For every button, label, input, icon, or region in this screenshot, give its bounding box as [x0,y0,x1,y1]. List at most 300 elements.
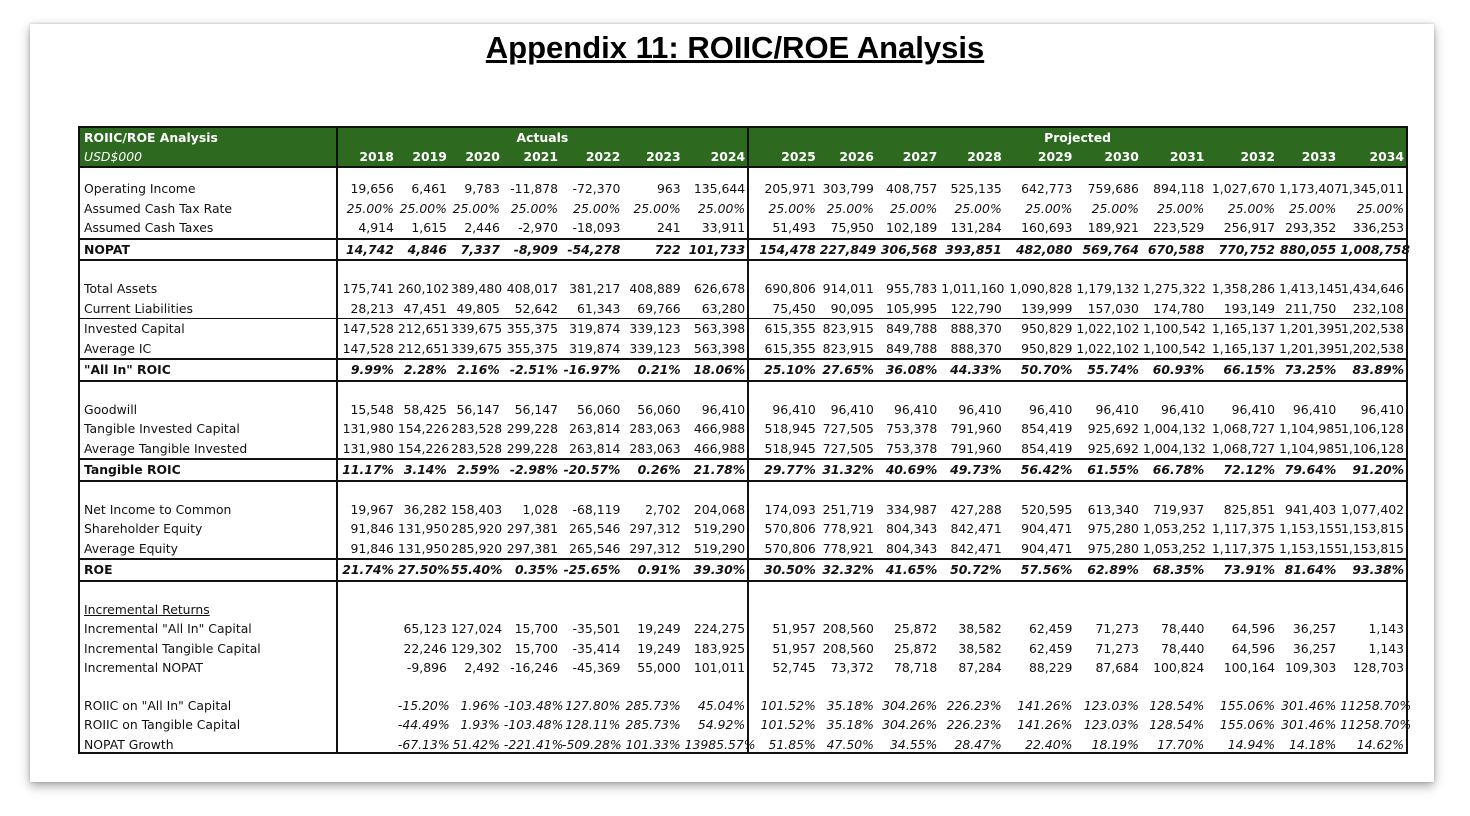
value-cell: 131,950 [397,540,450,556]
value-cell: 0.35% [502,559,560,581]
value-cell: 61,343 [560,299,622,319]
value-cell: 131,284 [950,220,1002,235]
row-label [80,600,337,620]
value-cell: 96,410 [1095,401,1139,417]
value-cell: 87,284 [958,660,1002,675]
value-cell: 518,945 [748,439,818,460]
value-cell: 975,280 [1087,540,1139,556]
value-cell: 11258.70% [1340,697,1412,713]
table-body [80,167,1412,754]
value-cell: 570,806 [748,519,818,539]
spacer-cell [876,481,939,500]
spacer-cell [683,167,748,179]
value-cell: 34.55% [890,736,938,752]
value-cell: 73.91% [1206,559,1277,581]
value-cell: 45.04% [697,697,746,713]
value-cell [1206,600,1277,620]
value-cell: 304.26% [882,717,938,732]
value-cell: 127,024 [450,621,503,636]
value-cell: 38,582 [958,640,1002,656]
spacer-row [80,167,1406,179]
value-cell: -16,246 [510,660,559,675]
value-cell: 1,358,286 [1211,281,1275,296]
value-cell: 96,410 [748,400,818,420]
spacer-cell [1074,381,1141,400]
value-cell: 563,398 [693,340,746,356]
value-cell: 174,780 [1141,299,1206,319]
value-cell: 96,410 [830,401,874,417]
value-cell: 11258.70% [1340,717,1412,732]
year-header: 2020 [449,147,502,167]
value-cell: 212,651 [397,321,450,336]
header-row-sections [80,128,1406,147]
spacer-cell [502,481,560,500]
value-cell: 791,960 [950,421,1002,436]
value-cell: 25.00% [1289,200,1337,216]
value-cell: 36.08% [876,359,939,381]
value-cell: 25.00% [573,200,621,216]
value-cell: 122,790 [939,299,1003,319]
value-cell: 1,011,160 [941,281,1005,296]
value-cell: 154,226 [397,440,450,456]
value-cell: 25.00% [826,200,874,216]
value-cell: 1,068,727 [1211,421,1275,436]
value-cell: 193,149 [1206,299,1277,319]
row-label: Shareholder Equity [80,519,337,539]
value-cell: 36,257 [1292,621,1337,636]
value-cell: 263,814 [569,440,621,456]
row-label: Incremental Tangible Capital [80,639,337,659]
value-cell: 2,702 [645,501,681,517]
table-row [80,319,1406,339]
spacer-cell [1004,678,1075,696]
value-cell: 64,596 [1231,621,1275,636]
value-cell: 0.26% [622,459,682,481]
value-cell: 141.26% [1017,697,1073,713]
year-header: 2021 [502,147,560,167]
spacer-cell [876,381,939,400]
value-cell: 613,340 [1087,501,1139,517]
value-cell: 1,179,132 [1076,281,1140,296]
value-cell: -25.65% [560,559,622,581]
value-cell: 849,788 [886,321,938,336]
spacer-cell [1004,381,1075,400]
value-cell: 285.73% [625,697,681,713]
value-cell: 21.78% [683,459,748,481]
value-cell: 6,461 [411,181,447,196]
value-cell: -44.49% [397,717,450,732]
table-row [80,218,1406,239]
value-cell: 183,925 [693,640,746,656]
row-label: Incremental "All In" Capital [80,619,337,639]
year-header: 2029 [1004,147,1075,167]
spacer-cell [748,381,818,400]
value-cell [876,600,939,620]
value-cell: 2.59% [449,459,502,481]
spacer-cell [1206,678,1277,696]
spacer-cell [1141,581,1206,600]
value-cell: 25.00% [1227,200,1275,216]
value-cell: 1,143 [1368,621,1404,636]
spacer-cell [337,167,396,179]
value-cell: 241 [656,220,681,235]
spacer-cell [622,167,682,179]
spacer-cell [1206,481,1277,500]
value-cell: 1,100,542 [1142,340,1206,356]
value-cell: 303,799 [822,181,874,196]
spacer-cell [396,581,449,600]
value-cell: 265,546 [569,540,621,556]
value-cell: 804,343 [886,521,938,536]
value-cell: 32.32% [818,559,876,581]
value-cell: 91,846 [350,521,394,536]
value-cell: 1,201,395 [1278,340,1343,356]
value-cell: 65,123 [403,621,447,636]
spacer-cell [80,581,337,600]
spacer-cell [560,481,622,500]
value-cell: 955,783 [886,281,938,296]
value-cell: 2,492 [464,660,500,675]
spacer-row [80,678,1406,696]
spacer-cell [1004,481,1075,500]
spacer-cell [1338,581,1406,600]
value-cell: 1,027,670 [1211,181,1275,196]
table-row [80,696,1406,716]
value-cell: 71,273 [1095,640,1139,656]
value-cell [818,600,876,620]
value-cell: -2.98% [502,459,560,481]
value-cell [1277,600,1338,620]
value-cell: 19,249 [637,621,681,636]
spacer-cell [1277,581,1338,600]
value-cell: -16.97% [560,359,622,381]
value-cell: 66.15% [1206,359,1277,381]
spacer-cell [396,167,449,179]
analysis-table-frame [78,126,1412,754]
value-cell: 339,675 [450,340,503,356]
spacer-cell [449,481,502,500]
row-label: Net Income to Common [80,500,337,520]
value-cell: -8,909 [502,239,560,261]
table-row [80,519,1406,539]
spacer-cell [337,481,396,500]
value-cell: 105,995 [876,299,939,319]
value-cell: -221.41% [503,736,564,752]
value-cell: 1,153,155 [1278,540,1343,556]
spacer-cell [502,167,560,179]
value-cell: 25.00% [510,200,559,216]
spacer-cell [876,260,939,279]
value-cell: 319,874 [569,321,621,336]
value-cell: 22,246 [403,640,447,656]
spacer-cell [449,167,502,179]
value-cell: 13985.57% [684,736,756,752]
row-label: Current Liabilities [80,299,337,319]
spacer-cell [1277,260,1338,279]
spacer-cell [502,581,560,600]
value-cell: 823,915 [822,340,874,356]
value-cell: 19,656 [350,181,394,196]
value-cell: 51,957 [748,619,818,639]
value-cell: 759,686 [1087,181,1139,196]
spacer-cell [396,381,449,400]
table-row [80,279,1406,299]
value-cell: 482,080 [1004,239,1075,261]
value-cell: 823,915 [822,321,874,336]
spacer-cell [876,581,939,600]
value-cell: 78,718 [893,660,938,675]
value-cell: 1,153,815 [1340,521,1404,536]
value-cell: 56,060 [577,401,621,417]
value-cell: -15.20% [397,697,450,713]
row-label: NOPAT [80,239,337,261]
value-cell: 60.93% [1141,359,1206,381]
spacer-cell [748,678,818,696]
value-cell: 51.85% [748,735,818,755]
spacer-cell [1277,381,1338,400]
spacer-cell [449,581,502,600]
value-cell: 96,410 [1292,401,1337,417]
value-cell [396,600,449,620]
value-cell: 355,375 [506,321,559,336]
year-header: 2031 [1141,147,1206,167]
value-cell: 56,060 [637,401,681,417]
value-cell: 21.74% [337,559,396,581]
year-header: 2019 [396,147,449,167]
row-label: ROIIC on "All In" Capital [80,696,337,716]
value-cell: -67.13% [397,736,450,752]
table-row [80,339,1406,360]
value-cell: 1,117,375 [1211,521,1275,536]
value-cell: 753,378 [886,440,938,456]
value-cell: 1,275,322 [1142,281,1206,296]
value-cell: 204,068 [693,501,746,517]
row-label: Incremental NOPAT [80,658,337,678]
value-cell: 223,529 [1153,220,1205,235]
spacer-cell [337,581,396,600]
value-cell: 62.89% [1074,559,1141,581]
value-cell: 96,410 [1231,401,1275,417]
spacer-cell [683,581,748,600]
value-cell [622,600,682,620]
value-cell: 519,290 [693,540,746,556]
spacer-cell [1338,167,1406,179]
value-cell: 925,692 [1087,421,1139,436]
value-cell: -2,970 [518,220,559,235]
value-cell: 44.33% [939,359,1003,381]
table-row [80,299,1406,319]
spacer-cell [396,260,449,279]
table-row [80,419,1406,439]
value-cell: 30.50% [748,559,818,581]
value-cell: 131,980 [342,440,394,456]
value-cell: 71,273 [1095,621,1139,636]
value-cell: 36,282 [403,501,447,517]
value-cell: 22.40% [1025,736,1073,752]
spacer-cell [939,581,1003,600]
value-cell: 727,505 [822,421,874,436]
value-cell: 96,410 [1360,401,1404,417]
value-cell: 1,090,828 [1009,281,1073,296]
spacer-cell [939,260,1003,279]
value-cell [1338,600,1406,620]
value-cell: 1,413,145 [1278,281,1343,296]
spacer-cell [560,581,622,600]
value-cell: 83.89% [1338,359,1406,381]
value-cell: 19,249 [637,640,681,656]
value-cell: 285,920 [450,521,503,536]
value-cell: 63,280 [683,299,748,319]
row-label: Average Tangible Invested [80,439,337,460]
value-cell: 27.50% [396,559,449,581]
value-cell: 334,987 [886,501,938,517]
spacer-cell [1074,260,1141,279]
value-cell: 778,921 [822,521,874,536]
value-cell: 670,588 [1141,239,1206,261]
value-cell: 25.00% [1356,200,1404,216]
row-label: "All In" ROIC [80,359,337,381]
value-cell: 14.94% [1227,736,1275,752]
value-cell: 29.77% [748,459,818,481]
spacer-cell [80,167,337,179]
value-cell [748,600,818,620]
value-cell: 66.78% [1141,459,1206,481]
value-cell: 174,093 [748,500,818,520]
value-cell: 52,745 [748,658,818,678]
spacer-cell [502,678,560,696]
value-cell: 1,201,395 [1278,321,1343,336]
value-cell: 888,370 [950,340,1002,356]
value-cell: 570,806 [748,539,818,560]
value-cell: 55.40% [449,559,502,581]
value-cell: 381,217 [569,281,621,296]
spacer-cell [1004,581,1075,600]
value-cell: -9,896 [406,660,447,675]
row-label: Average Equity [80,539,337,560]
value-cell: 141.26% [1017,717,1073,732]
value-cell: 1,053,252 [1142,521,1206,536]
value-cell [337,600,396,620]
value-cell: 894,118 [1153,181,1205,196]
value-cell: 355,375 [506,340,559,356]
spacer-cell [1277,678,1338,696]
value-cell: 75,450 [748,299,818,319]
value-cell: 1,165,137 [1211,321,1275,336]
value-cell: 96,410 [958,401,1002,417]
value-cell: 2,446 [464,220,500,235]
table-row [80,199,1406,219]
value-cell: 232,108 [1338,299,1406,319]
value-cell: 19,967 [350,501,394,517]
value-cell: 642,773 [1021,181,1073,196]
value-cell: 1,068,727 [1211,440,1275,456]
spacer-cell [939,678,1003,696]
value-cell: 154,478 [748,239,818,261]
value-cell: 28.47% [954,736,1002,752]
table-row [80,715,1406,735]
value-cell [939,600,1003,620]
value-cell: 47.50% [826,736,874,752]
value-cell: 61.55% [1074,459,1141,481]
value-cell [337,639,396,659]
value-cell: 825,851 [1223,501,1275,517]
value-cell: 52,642 [502,299,560,319]
value-cell: 7,337 [449,239,502,261]
value-cell: 15,700 [514,621,559,636]
value-cell: 299,228 [506,421,559,436]
value-cell: 283,528 [450,440,503,456]
value-cell: 301.46% [1281,697,1337,713]
value-cell: 297,312 [629,521,681,536]
value-cell: 1,106,128 [1340,440,1404,456]
table-row [80,658,1406,678]
value-cell: 950,829 [1021,340,1073,356]
spacer-cell [449,381,502,400]
spacer-cell [1338,381,1406,400]
value-cell: 615,355 [748,319,818,339]
year-header: 2028 [939,147,1003,167]
value-cell: -2.51% [502,359,560,381]
year-header: 2027 [876,147,939,167]
value-cell: 518,945 [748,419,818,439]
row-label: ROIIC on Tangible Capital [80,715,337,735]
value-cell: 1,004,132 [1142,421,1206,436]
value-cell: 56,147 [456,401,500,417]
spacer-cell [1004,167,1075,179]
value-cell [337,696,396,716]
spacer-cell [1338,260,1406,279]
value-cell: 778,921 [822,540,874,556]
value-cell: 950,829 [1021,321,1073,336]
value-cell: 265,546 [569,521,621,536]
spacer-cell [337,381,396,400]
spacer-cell [1277,481,1338,500]
value-cell: -54,278 [560,239,622,261]
value-cell: 147,528 [342,321,394,336]
value-cell: 1,008,758 [1338,239,1406,261]
value-cell: 55,000 [637,660,681,675]
spacer-cell [939,381,1003,400]
value-cell: 101,011 [693,660,746,675]
value-cell: 68.35% [1141,559,1206,581]
value-cell: 128.54% [1149,717,1205,732]
value-cell: 25.00% [748,199,818,219]
value-cell: 96,410 [893,401,938,417]
value-cell: 519,290 [693,521,746,536]
value-cell: 100,164 [1223,660,1275,675]
value-cell: 389,480 [450,281,503,296]
value-cell: 466,988 [693,440,746,456]
spacer-cell [337,260,396,279]
spacer-cell [560,678,622,696]
spacer-cell [818,678,876,696]
year-header: 2022 [560,147,622,167]
value-cell [337,735,396,755]
table-row [80,639,1406,659]
value-cell: 1,202,538 [1340,321,1404,336]
value-cell: 1.96% [460,697,500,713]
value-cell: 208,560 [822,621,874,636]
value-cell: 101.52% [748,715,818,735]
value-cell: -20.57% [560,459,622,481]
value-cell: 880,055 [1277,239,1338,261]
value-cell [502,600,560,620]
value-cell: 719,937 [1153,501,1205,517]
spacer-cell [1277,167,1338,179]
value-cell: 569,764 [1074,239,1141,261]
spacer-cell [1141,260,1206,279]
value-cell: 81.64% [1277,559,1338,581]
